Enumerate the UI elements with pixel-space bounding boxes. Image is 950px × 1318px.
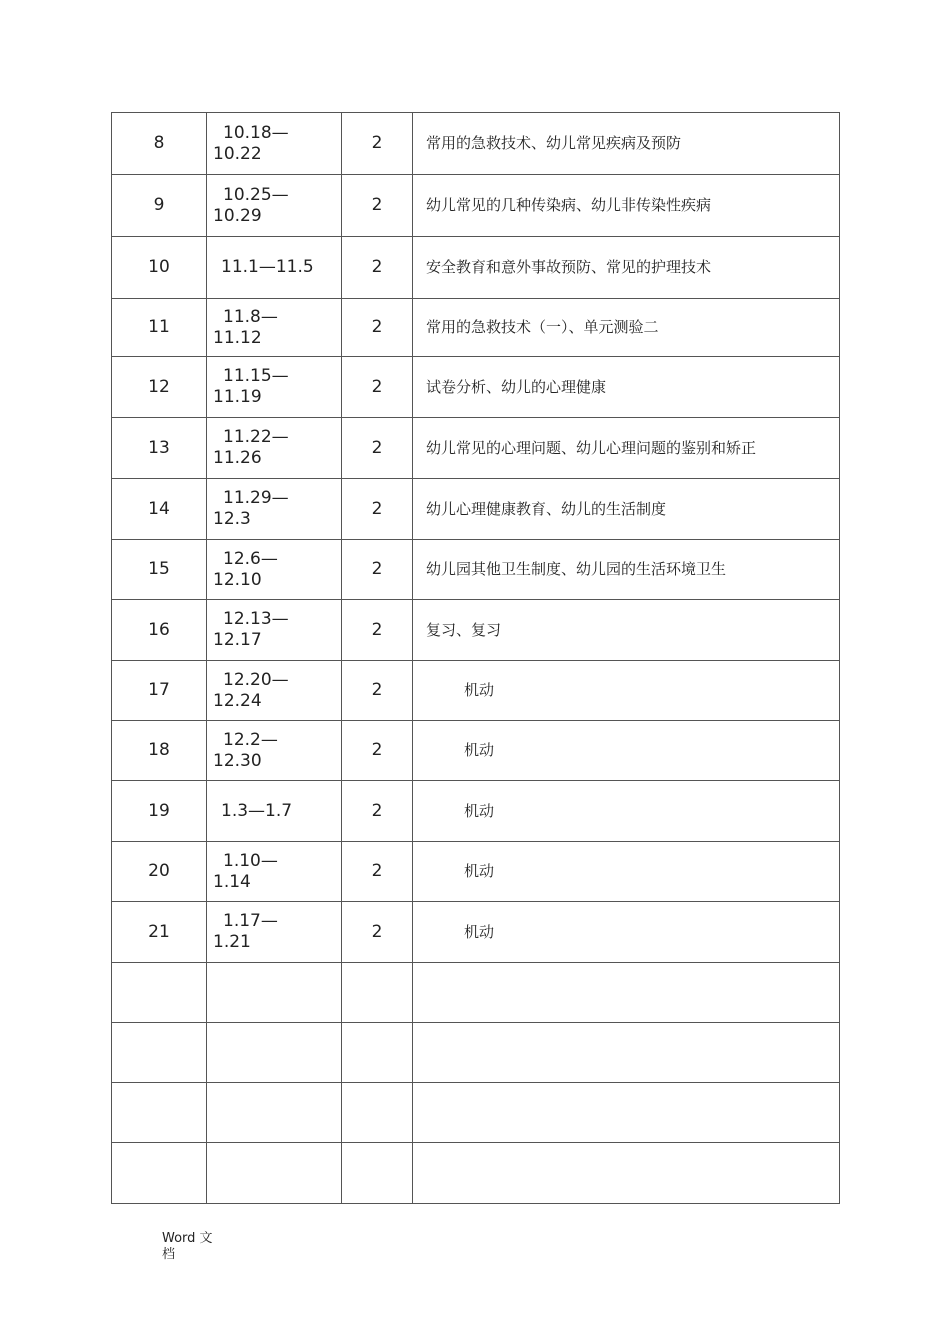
hours-cell: 2: [342, 299, 413, 357]
hours-cell: 2: [342, 237, 413, 299]
date-start: 12.20—: [223, 669, 289, 690]
date-cell: [207, 721, 342, 781]
date-end: 1.14: [213, 871, 251, 892]
table-row: [112, 600, 840, 661]
empty-cell: [413, 1023, 840, 1083]
date-end: 12.10: [213, 569, 262, 590]
date-cell: [207, 540, 342, 600]
footer-line-1: Word 文: [162, 1231, 213, 1246]
date-end: 12.3: [213, 509, 251, 529]
empty-cell: [112, 1023, 207, 1083]
date-end: 11.26: [213, 448, 262, 468]
week-cell: 16: [112, 600, 207, 661]
date-end: 10.29: [213, 205, 262, 226]
content-cell: 机动: [413, 902, 840, 963]
table-row: [112, 721, 840, 781]
date-cell: [207, 902, 342, 963]
date-cell: [207, 600, 342, 661]
week-cell: 11: [112, 299, 207, 357]
content-cell: 机动: [413, 661, 840, 721]
table-row: [112, 842, 840, 902]
empty-cell: [342, 1023, 413, 1083]
empty-cell: [207, 963, 342, 1023]
date-start: 10.25—: [223, 184, 289, 205]
date-cell: [207, 237, 342, 299]
date-end: 1.21: [213, 932, 251, 952]
date-end: 12.30: [213, 750, 262, 771]
table-row: [112, 113, 840, 175]
content-cell: 机动: [413, 721, 840, 781]
hours-cell: 2: [342, 418, 413, 479]
date-cell: [207, 113, 342, 175]
week-cell: 19: [112, 781, 207, 842]
date-start: 1.10—: [223, 850, 278, 871]
empty-cell: [207, 1083, 342, 1143]
date-cell: [207, 661, 342, 721]
table-row: [112, 781, 840, 842]
date-cell: [207, 842, 342, 902]
week-cell: 12: [112, 357, 207, 418]
hours-cell: 2: [342, 902, 413, 963]
empty-cell: [342, 1143, 413, 1204]
week-cell: 17: [112, 661, 207, 721]
content-cell: 幼儿常见的心理问题、幼儿心理问题的鉴别和矫正: [413, 418, 840, 479]
date-start: 11.8—: [223, 306, 278, 327]
week-cell: 18: [112, 721, 207, 781]
date-cell: [207, 299, 342, 357]
table-row: [112, 418, 840, 479]
date-end: 11.12: [213, 327, 262, 348]
empty-table-row: [112, 963, 840, 1023]
date-start: 11.15—: [223, 366, 289, 386]
empty-table-row: [112, 1143, 840, 1204]
empty-cell: [342, 1083, 413, 1143]
date-cell: [207, 781, 342, 842]
date-range: 1.3—1.7: [221, 800, 293, 821]
date-cell: [207, 479, 342, 540]
empty-table-row: [112, 1023, 840, 1083]
table-row: [112, 902, 840, 963]
content-cell: 复习、复习: [413, 600, 840, 661]
hours-cell: 2: [342, 600, 413, 661]
date-end: 10.22: [213, 143, 262, 164]
table-row: [112, 479, 840, 540]
content-cell: 幼儿心理健康教育、幼儿的生活制度: [413, 479, 840, 540]
week-cell: 14: [112, 479, 207, 540]
date-start: 12.13—: [223, 609, 289, 629]
table-row: [112, 299, 840, 357]
date-end: 11.19: [213, 387, 262, 407]
empty-cell: [413, 1083, 840, 1143]
table-row: [112, 357, 840, 418]
date-start: 12.2—: [223, 729, 278, 750]
page-footer: [162, 1231, 222, 1263]
empty-cell: [342, 963, 413, 1023]
empty-table-row: [112, 1083, 840, 1143]
table-row: [112, 237, 840, 299]
empty-cell: [413, 1143, 840, 1204]
schedule-table: [111, 112, 840, 1204]
content-cell: 常用的急救技术（一）、单元测验二: [413, 299, 840, 357]
content-cell: 幼儿园其他卫生制度、幼儿园的生活环境卫生: [413, 540, 840, 600]
hours-cell: 2: [342, 479, 413, 540]
week-cell: 10: [112, 237, 207, 299]
date-cell: [207, 175, 342, 237]
week-cell: 20: [112, 842, 207, 902]
week-cell: 8: [112, 113, 207, 175]
week-cell: 9: [112, 175, 207, 237]
hours-cell: 2: [342, 113, 413, 175]
hours-cell: 2: [342, 357, 413, 418]
empty-cell: [413, 963, 840, 1023]
date-start: 11.29—: [223, 488, 289, 508]
content-cell: 常用的急救技术、幼儿常见疾病及预防: [413, 113, 840, 175]
content-cell: 试卷分析、幼儿的心理健康: [413, 357, 840, 418]
content-cell: 机动: [413, 842, 840, 902]
week-cell: 13: [112, 418, 207, 479]
hours-cell: 2: [342, 661, 413, 721]
table-row: [112, 661, 840, 721]
date-end: 12.17: [213, 630, 262, 650]
content-cell: 机动: [413, 781, 840, 842]
hours-cell: 2: [342, 721, 413, 781]
hours-cell: 2: [342, 175, 413, 237]
empty-cell: [112, 1083, 207, 1143]
hours-cell: 2: [342, 540, 413, 600]
empty-cell: [112, 1143, 207, 1204]
date-start: 12.6—: [223, 548, 278, 569]
date-cell: [207, 357, 342, 418]
empty-cell: [207, 1023, 342, 1083]
table-row: [112, 540, 840, 600]
content-cell: 幼儿常见的几种传染病、幼儿非传染性疾病: [413, 175, 840, 237]
week-cell: 15: [112, 540, 207, 600]
date-range: 11.1—11.5: [221, 257, 314, 277]
empty-cell: [112, 963, 207, 1023]
schedule-table-body: [112, 113, 840, 1204]
week-cell: 21: [112, 902, 207, 963]
hours-cell: 2: [342, 781, 413, 842]
date-cell: [207, 418, 342, 479]
footer-line-2: 档: [162, 1247, 176, 1262]
hours-cell: 2: [342, 842, 413, 902]
table-row: [112, 175, 840, 237]
date-start: 10.18—: [223, 122, 289, 143]
date-end: 12.24: [213, 690, 262, 711]
content-cell: 安全教育和意外事故预防、常见的护理技术: [413, 237, 840, 299]
date-start: 1.17—: [223, 911, 278, 931]
empty-cell: [207, 1143, 342, 1204]
date-start: 11.22—: [223, 427, 289, 447]
